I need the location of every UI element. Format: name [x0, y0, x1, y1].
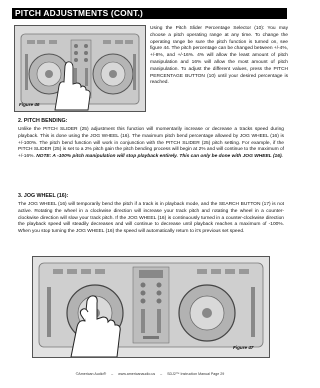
footer-manual-page: SDJ2™ Instruction Manual Page 29: [167, 372, 225, 376]
figure-46: [14, 25, 146, 112]
footer-separator: –: [111, 372, 114, 376]
figure-46-caption: Figure 46: [19, 102, 40, 107]
pitch-bending-text: Unlike the PITCH SLIDER (25) adjustment this function will momentarily increase or decrease a tracks speed during playback. This is done using the JOG WHEEL (16). The maximum pitch bend percentage allowed by JOG WHEEL (16) is +/-100%. The pitch bend function will work in conjunction with the PITCH SLIDER (25) pitch setting. For example, if the PITCH SLIDER (25) is set to a 2% pitch gain the pitch bending process will begin at 2% and will continue to the maximum of +/-16%.: [18, 127, 284, 160]
footer-brand: ©American Audio®: [75, 372, 107, 376]
jog-wheel-heading: 3. JOG WHEEL (16):: [18, 193, 69, 199]
section-title-bar: [12, 8, 287, 19]
pitch-bending-heading: 2. PITCH BENDING:: [18, 118, 68, 124]
footer-url: www.americanaudio.us: [118, 372, 156, 376]
controller-illustration: [15, 26, 145, 111]
pitch-bending-note: NOTE: A -100% pitch manipulation will stop playback entirely. This can only be done with JOG WHEEL (16).: [36, 154, 283, 160]
section-title: PITCH ADJUSTMENTS (CONT.): [15, 8, 143, 18]
controller-jog-illustration: [33, 257, 269, 357]
pitch-bending-paragraph: [18, 127, 284, 161]
footer-separator: –: [160, 372, 163, 376]
pitch-slider-selector-paragraph: Using the Pitch Slider Percentage Selector (10): You may choose a pitch operating range at any time. To change the operating range be sure the pitch function is turned on, see figure 44. The pitch percentage can be changed between +/-4%, +/-8%, and +/-16%. 4% will allow the least amount of pitch manipulation and 16% will allow the most amount of pitch manipulation. To adjust the different values, press the PITCH PERCENTAGE BUTTON (10) until your desired percentage is reached.: [150, 26, 288, 86]
figure-47: [32, 256, 270, 358]
jog-wheel-paragraph: The JOG WHEEL (16) will temporarily bend the pitch if a track is in playback mode, and the SEARCH BUTTON (17) is not active. Rotating the wheel in a clockwise direction will increase your track pitch and rotating the wheel in a counter-clockwise direction will slow your track pitch. If the JOG WHEEL (16) is continuously turned in a counter-clockwise direction the playback speed will steadily decreases and will continue to decrease until playback reaches a maximum of -100%. When you stop turning the JOG WHEEL (16) the speed will automatically return to it's previous set speed.: [18, 202, 284, 235]
figure-47-caption: Figure 47: [233, 345, 254, 350]
page-footer: [0, 372, 300, 376]
